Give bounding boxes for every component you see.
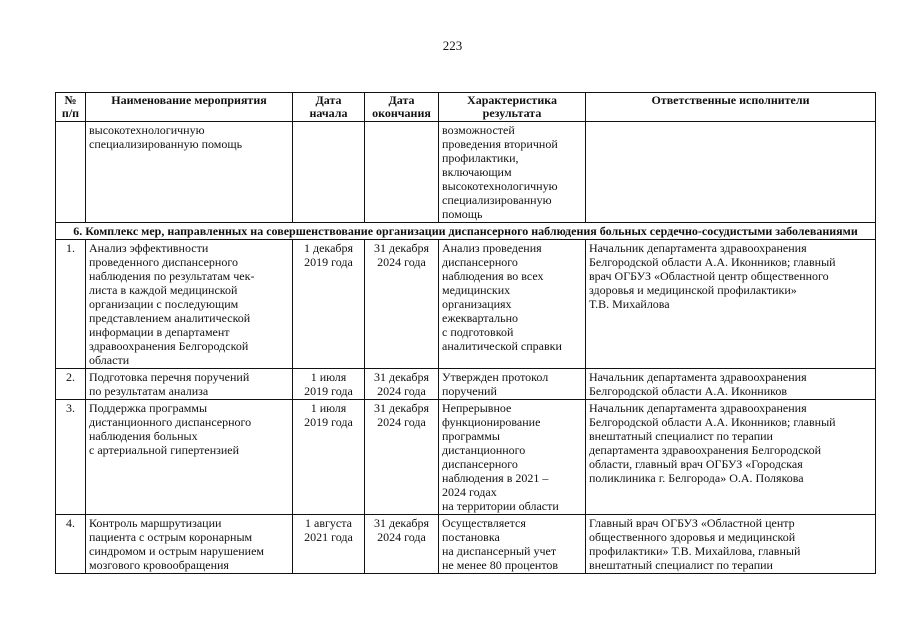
section-title: 6. Комплекс мер, направленных на совершенствование организации диспансерного наблюдения больных сердечно-сосудистыми заболеваниями (56, 223, 876, 240)
table-row (56, 400, 876, 515)
cell-num (56, 122, 86, 223)
cell-name: Поддержка программы дистанционного диспансерного наблюдения больных с артериальной гипертензией (86, 400, 293, 515)
header-result: Характеристика результата (439, 93, 586, 122)
cell-responsible: Начальник департамента здравоохранения Белгородской области А.А. Иконников; главный врач ОГБУЗ «Областной центр общественного здоровья и медицинской профилактики» Т.В. Михайлова (586, 240, 876, 369)
header-num: № п/п (56, 93, 86, 122)
cell-name: Подготовка перечня поручений по результатам анализа (86, 369, 293, 400)
cell-start-date: 1 декабря 2019 года (293, 240, 365, 369)
measures-table (55, 92, 876, 574)
cell-name: Анализ эффективности проведенного диспансерного наблюдения по результатам чек- листа в каждой медицинской организации с последующим представлением аналитической информации в департамент здравоохранения Белгородской области (86, 240, 293, 369)
page-number: 223 (442, 38, 463, 53)
cell-result: возможностей проведения вторичной профилактики, включающим высокотехнологичную специализированную помощь (439, 122, 586, 223)
cell-end-date: 31 декабря 2024 года (365, 515, 439, 574)
header-responsible: Ответственные исполнители (586, 93, 876, 122)
cell-num: 2. (56, 369, 86, 400)
table-header-row (56, 93, 876, 122)
cell-start-date: 1 августа 2021 года (293, 515, 365, 574)
table-row (56, 369, 876, 400)
cell-result: Утвержден протокол поручений (439, 369, 586, 400)
cell-result: Анализ проведения диспансерного наблюдения во всех медицинских организациях ежеквартально с подготовкой аналитической справки (439, 240, 586, 369)
cell-responsible: Начальник департамента здравоохранения Белгородской области А.А. Иконников; главный внештатный специалист по терапии департамента здравоохранения Белгородской области, главный врач ОГБУЗ «Городская поликлиника г. Белгорода» О.А. Полякова (586, 400, 876, 515)
cell-end-date: 31 декабря 2024 года (365, 369, 439, 400)
table-row (56, 515, 876, 574)
cell-start-date: 1 июля 2019 года (293, 369, 365, 400)
header-name: Наименование мероприятия (86, 93, 293, 122)
cell-num: 1. (56, 240, 86, 369)
section-row (56, 223, 876, 240)
cell-end-date: 31 декабря 2024 года (365, 240, 439, 369)
cell-end-date (365, 122, 439, 223)
cell-name: Контроль маршрутизации пациента с острым коронарным синдромом и острым нарушением мозгового кровообращения (86, 515, 293, 574)
cell-num: 4. (56, 515, 86, 574)
table-row (56, 240, 876, 369)
cell-start-date (293, 122, 365, 223)
cell-end-date: 31 декабря 2024 года (365, 400, 439, 515)
table-row-continuation (56, 122, 876, 223)
cell-num: 3. (56, 400, 86, 515)
cell-start-date: 1 июля 2019 года (293, 400, 365, 515)
header-end-date: Дата окончания (365, 93, 439, 122)
cell-responsible: Начальник департамента здравоохранения Белгородской области А.А. Иконников (586, 369, 876, 400)
cell-result: Непрерывное функционирование программы дистанционного диспансерного наблюдения в 2021 – 2024 годах на территории области (439, 400, 586, 515)
cell-responsible (586, 122, 876, 223)
header-start-date: Дата начала (293, 93, 365, 122)
cell-name: высокотехнологичную специализированную помощь (86, 122, 293, 223)
cell-responsible: Главный врач ОГБУЗ «Областной центр общественного здоровья и медицинской профилактики» Т.В. Михайлова, главный внештатный специалист по терапии (586, 515, 876, 574)
cell-result: Осуществляется постановка на диспансерный учет не менее 80 процентов (439, 515, 586, 574)
